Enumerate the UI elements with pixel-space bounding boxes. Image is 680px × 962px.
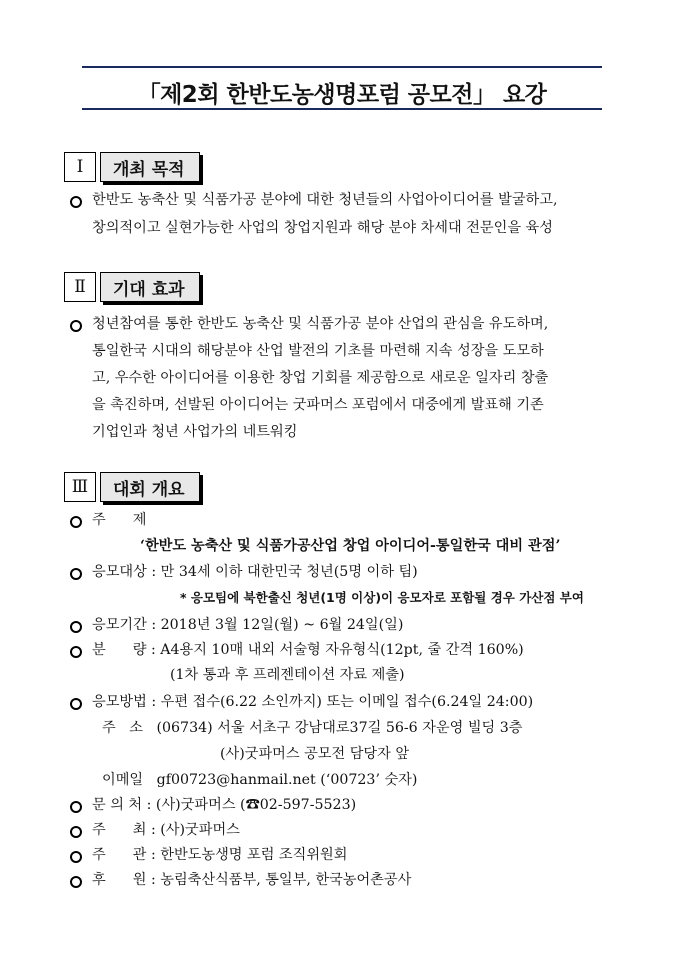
host-text: 주 최 : (사)굿파머스 — [92, 822, 240, 838]
section-3-title: 대회 개요 — [100, 472, 200, 502]
section-1-header — [64, 152, 200, 182]
length-note: (1차 통과 후 프레젠테이션 자료 제출) — [170, 667, 405, 683]
contact-text: 문 의 처 : (사)굿파머스 (☎02-597-5523) — [92, 797, 357, 813]
bullet-icon — [70, 826, 82, 838]
section-2-line: 청년참여를 통한 한반도 농축산 및 식품가공 분야 산업의 관심을 유도하며, — [92, 316, 549, 332]
address-recipient: (사)굿파머스 공모전 담당자 앞 — [220, 746, 410, 762]
bullet-icon — [70, 568, 82, 580]
bullet-icon — [70, 646, 82, 658]
bullet-icon — [70, 851, 82, 863]
target-note: * 응모팀에 북한출신 청년(1명 이상)이 응모자로 포함될 경우 가산점 부여 — [180, 590, 584, 605]
method-text: 응모방법 : 우편 접수(6.22 소인까지) 또는 이메일 접수(6.24일 24:00) — [92, 694, 534, 710]
bullet-icon — [70, 801, 82, 813]
section-2-header — [64, 272, 200, 302]
bullet-icon — [70, 621, 82, 633]
bullet-icon — [70, 320, 82, 332]
section-2-line: 을 촉진하며, 선발된 아이디어는 굿파머스 포럼에서 대중에게 발표해 기존 — [92, 397, 544, 413]
section-1-line: 한반도 농축산 및 식품가공 분야에 대한 청년들의 사업아이디어를 발굴하고, — [92, 192, 558, 208]
organizer-text: 주 관 : 한반도농생명 포럼 조직위원회 — [92, 847, 348, 863]
bullet-icon — [70, 698, 82, 710]
section-1-number: Ⅰ — [64, 152, 96, 182]
email-text: 이메일 gf00723@hanmail.net (‘00723’ 숫자) — [102, 772, 418, 788]
section-1-line: 창의적이고 실현가능한 사업의 창업지원과 해당 분야 차세대 전문인을 육성 — [92, 220, 553, 236]
section-3-number: Ⅲ — [64, 472, 96, 502]
topic-text: ‘한반도 농축산 및 식품가공산업 창업 아이디어-통일한국 대비 관점’ — [140, 538, 561, 554]
bullet-icon — [70, 196, 82, 208]
section-2-line: 기업인과 청년 사업가의 네트워킹 — [92, 424, 298, 440]
length-text: 분 량 : A4용지 10매 내외 서술형 자유형식(12pt, 줄 간격 160%) — [92, 642, 524, 658]
section-2-line: 통일한국 시대의 해당분야 산업 발전의 기초를 마련해 지속 성장을 도모하 — [92, 343, 544, 359]
section-1-title: 개최 목적 — [100, 152, 200, 182]
section-3-header — [64, 472, 200, 502]
section-2-title: 기대 효과 — [100, 272, 200, 302]
title-rule-bottom — [82, 108, 602, 110]
target-text: 응모대상 : 만 34세 이하 대한민국 청년(5명 이하 팀) — [92, 564, 418, 580]
bullet-icon — [70, 876, 82, 888]
topic-label: 주 제 — [92, 512, 147, 528]
section-2-line: 고, 우수한 아이디어를 이용한 창업 기회를 제공함으로 새로운 일자리 창출 — [92, 370, 549, 386]
period-text: 응모기간 : 2018년 3월 12일(월) ~ 6월 24일(일) — [92, 617, 404, 633]
title-rule-top — [82, 66, 602, 68]
bullet-icon — [70, 516, 82, 528]
page-title: 「제2회 한반도농생명포럼 공모전」 요강 — [137, 82, 547, 108]
sponsor-text: 후 원 : 농림축산식품부, 통일부, 한국농어촌공사 — [92, 872, 412, 888]
address-text: 주 소 (06734) 서울 서초구 강남대로37길 56-6 자운영 빌딩 3층 — [102, 720, 523, 736]
section-2-number: Ⅱ — [64, 272, 96, 302]
